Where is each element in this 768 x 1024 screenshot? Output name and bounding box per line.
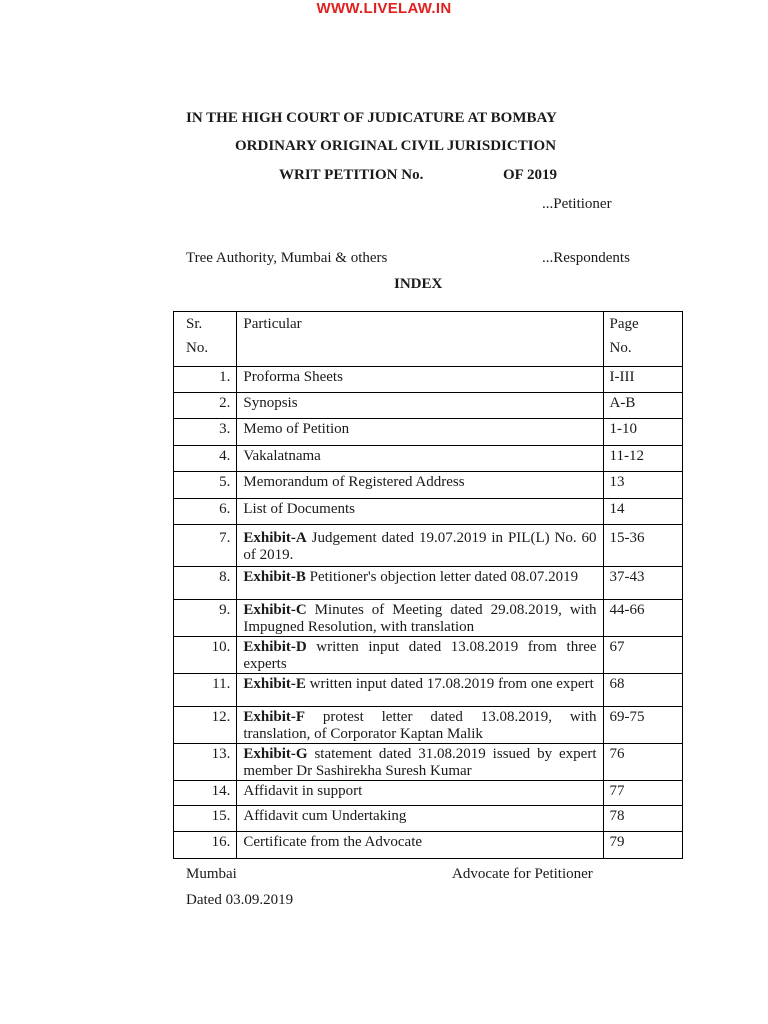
particular-text: Synopsis xyxy=(243,395,298,411)
header-page xyxy=(603,312,682,367)
row-particular xyxy=(237,472,603,499)
row-page-number: 44-66 xyxy=(603,600,682,637)
row-particular xyxy=(237,525,603,567)
particular-text: Minutes of Meeting dated 29.08.2019, with Impugned Resolution, with translation xyxy=(243,602,597,635)
table-row xyxy=(174,806,683,832)
place: Mumbai xyxy=(186,866,237,882)
row-sr-number: 3. xyxy=(174,419,237,446)
table-row xyxy=(174,367,683,393)
table-row xyxy=(174,472,683,499)
row-particular xyxy=(237,806,603,832)
row-sr-number: 2. xyxy=(174,393,237,419)
advocate-signature: Advocate for Petitioner xyxy=(452,866,593,882)
row-sr-number: 7. xyxy=(174,525,237,567)
row-sr-number: 13. xyxy=(174,744,237,781)
exhibit-label: Exhibit-G xyxy=(243,746,308,762)
table-header-row xyxy=(174,312,683,367)
row-page-number: 37-43 xyxy=(603,567,682,600)
row-page-number: 67 xyxy=(603,637,682,674)
row-page-number: 79 xyxy=(603,832,682,859)
exhibit-label: Exhibit-E xyxy=(243,676,306,692)
row-particular xyxy=(237,781,603,806)
particular-text: Vakalatnama xyxy=(243,448,321,464)
date-line: Dated 03.09.2019 xyxy=(186,892,294,908)
row-particular xyxy=(237,367,603,393)
row-page-number: 76 xyxy=(603,744,682,781)
table-row xyxy=(174,781,683,806)
header-page-line1: Page xyxy=(609,316,639,332)
row-page-number: A-B xyxy=(603,393,682,419)
table-row xyxy=(174,419,683,446)
row-sr-number: 16. xyxy=(174,832,237,859)
row-page-number: 77 xyxy=(603,781,682,806)
row-sr-number: 14. xyxy=(174,781,237,806)
particular-text: Affidavit in support xyxy=(243,783,363,799)
table-row xyxy=(174,499,683,525)
particular-text: written input dated 13.08.2019 from three experts xyxy=(243,639,597,672)
row-page-number: 78 xyxy=(603,806,682,832)
header-sr xyxy=(174,312,237,367)
table-row xyxy=(174,393,683,419)
row-sr-number: 6. xyxy=(174,499,237,525)
particular-text: Judgement dated 19.07.2019 in PIL(L) No. 60 of 2019. xyxy=(243,530,597,563)
court-heading: IN THE HIGH COURT OF JUDICATURE AT BOMBAY xyxy=(186,110,557,126)
respondent-role: ...Respondents xyxy=(542,250,630,266)
particular-text: Memo of Petition xyxy=(243,421,350,437)
table-row xyxy=(174,707,683,744)
table-row xyxy=(174,744,683,781)
row-particular xyxy=(237,446,603,472)
table-row xyxy=(174,525,683,567)
row-particular xyxy=(237,393,603,419)
row-sr-number: 9. xyxy=(174,600,237,637)
petition-year: OF 2019 xyxy=(503,167,558,183)
row-page-number: 13 xyxy=(603,472,682,499)
table-row xyxy=(174,567,683,600)
petition-number: WRIT PETITION No. xyxy=(279,167,424,183)
particular-text: Petitioner's objection letter dated 08.07.2019 xyxy=(305,569,579,585)
row-page-number: 69-75 xyxy=(603,707,682,744)
table-row xyxy=(174,600,683,637)
particular-text: statement dated 31.08.2019 issued by expert member Dr Sashirekha Suresh Kumar xyxy=(243,746,597,779)
respondent-name: Tree Authority, Mumbai & others xyxy=(186,250,388,266)
row-particular xyxy=(237,419,603,446)
row-particular xyxy=(237,600,603,637)
particular-text: Proforma Sheets xyxy=(243,369,343,385)
jurisdiction-heading: ORDINARY ORIGINAL CIVIL JURISDICTION xyxy=(235,138,557,154)
row-page-number: 15-36 xyxy=(603,525,682,567)
particular-text: written input dated 17.08.2019 from one expert xyxy=(305,676,594,692)
particular-text: Affidavit cum Undertaking xyxy=(243,808,407,824)
header-particular: Particular xyxy=(237,312,603,367)
watermark: WWW.LIVELAW.IN xyxy=(316,0,452,17)
row-particular xyxy=(237,499,603,525)
row-particular xyxy=(237,832,603,859)
row-particular xyxy=(237,744,603,781)
table-row xyxy=(174,832,683,859)
index-table xyxy=(173,311,683,859)
row-particular xyxy=(237,707,603,744)
exhibit-label: Exhibit-C xyxy=(243,602,307,618)
header-sr-line1: Sr. xyxy=(186,316,203,332)
exhibit-label: Exhibit-B xyxy=(243,569,306,585)
exhibit-label: Exhibit-D xyxy=(243,639,307,655)
particular-text: protest letter dated 13.08.2019, with translation, of Corporator Kaptan Malik xyxy=(243,709,597,742)
table-row xyxy=(174,674,683,707)
row-sr-number: 12. xyxy=(174,707,237,744)
row-page-number: 14 xyxy=(603,499,682,525)
row-particular xyxy=(237,674,603,707)
petitioner-role: ...Petitioner xyxy=(542,196,612,212)
row-particular xyxy=(237,567,603,600)
row-sr-number: 15. xyxy=(174,806,237,832)
table-row xyxy=(174,637,683,674)
exhibit-label: Exhibit-F xyxy=(243,709,306,725)
row-sr-number: 4. xyxy=(174,446,237,472)
row-sr-number: 1. xyxy=(174,367,237,393)
particular-text: Memorandum of Registered Address xyxy=(243,474,465,490)
row-page-number: 1-10 xyxy=(603,419,682,446)
row-page-number: 68 xyxy=(603,674,682,707)
table-row xyxy=(174,446,683,472)
row-particular xyxy=(237,637,603,674)
row-sr-number: 5. xyxy=(174,472,237,499)
header-page-line2: No. xyxy=(609,340,632,356)
row-sr-number: 11. xyxy=(174,674,237,707)
particular-text: Certificate from the Advocate xyxy=(243,834,423,850)
row-sr-number: 10. xyxy=(174,637,237,674)
row-page-number: 11-12 xyxy=(603,446,682,472)
row-sr-number: 8. xyxy=(174,567,237,600)
particular-text: List of Documents xyxy=(243,501,356,517)
index-title: INDEX xyxy=(394,276,443,292)
row-page-number: I-III xyxy=(603,367,682,393)
exhibit-label: Exhibit-A xyxy=(243,530,307,546)
header-sr-line2: No. xyxy=(186,340,209,356)
